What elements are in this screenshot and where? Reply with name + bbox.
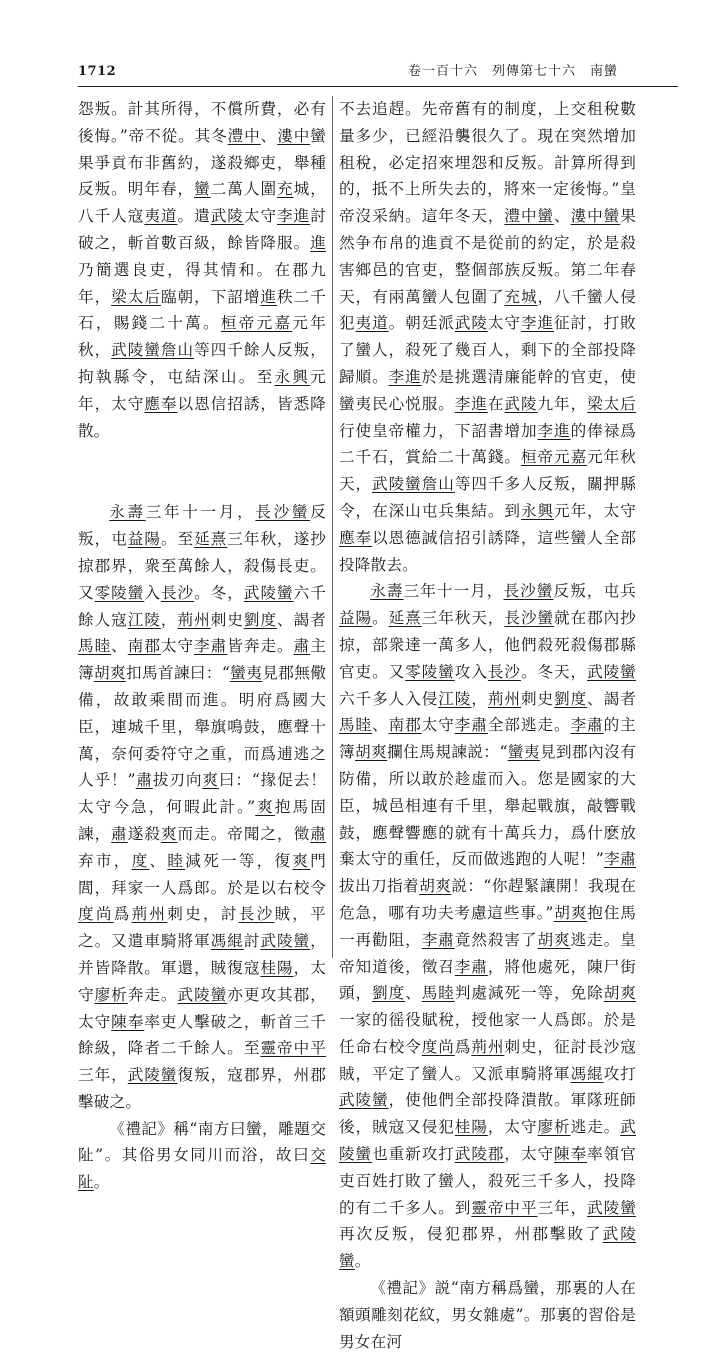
proper-name: 夷道 — [144, 207, 178, 226]
proper-name: 江陵 — [438, 689, 472, 708]
proper-name: 荊州 — [131, 905, 168, 924]
text-run: 的俸禄爲二千石，賞給二十萬錢。 — [339, 421, 636, 467]
text-run: 九年， — [537, 394, 588, 413]
text-run: 主簿 — [78, 637, 327, 683]
text-run: 亦更攻其郡，太守 — [78, 985, 327, 1031]
text-run: 怨叛。計其所得，不償所費，必有後悔。”帝不從。其冬 — [78, 100, 326, 145]
page-header — [78, 62, 678, 82]
translation-paragraph-2 — [339, 578, 636, 1275]
proper-name: 度尚 — [78, 905, 114, 924]
text-run: 討 — [243, 932, 261, 951]
proper-name: 桓帝 — [220, 314, 257, 333]
text-run: ，使他們全部投降潰散。軍隊班師後，賊寇又侵犯 — [339, 1091, 636, 1137]
text-run: 。 — [372, 609, 389, 628]
text-run: ， — [160, 610, 178, 629]
proper-name: 馬睦 — [78, 637, 112, 656]
proper-name: 胡爽 — [553, 903, 588, 922]
proper-name: 武陵蠻 — [243, 583, 294, 602]
proper-name: 梁太后 — [111, 287, 161, 306]
text-run: 、謁者 — [587, 689, 637, 708]
text-run: 元年秋天， — [339, 448, 637, 494]
text-run: 。朝廷派 — [388, 314, 455, 333]
proper-name: 肅 — [310, 824, 326, 843]
text-run: 。遣 — [177, 207, 211, 226]
text-run: 三年， — [537, 1198, 588, 1217]
text-run: ，將他處死，陳尸街頭， — [339, 957, 636, 1003]
translation-text-column — [339, 96, 636, 1355]
proper-name: 長沙 — [487, 662, 521, 681]
text-run: 、 — [405, 984, 422, 1003]
text-run: 判處減死一等，免除 — [454, 984, 604, 1003]
proper-name: 荊州 — [487, 689, 521, 708]
proper-name: 李肅 — [421, 930, 455, 949]
proper-name: 廖析 — [94, 985, 128, 1004]
text-run: 反叛，屯 — [78, 503, 326, 549]
proper-name: 李進 — [537, 421, 571, 440]
proper-name: 胡爽 — [603, 984, 637, 1003]
text-run: 刺史，征討長沙寇賊，平定了蠻人。又派車騎將軍 — [339, 1037, 637, 1083]
text-run: 説：“你趕緊讓開！我現在危急，哪有功夫考慮這些事。” — [339, 877, 636, 922]
proper-name: 長沙蠻 — [504, 609, 555, 628]
proper-name: 李進 — [454, 394, 488, 413]
text-run: 於是挑選清廉能幹的官吏，使蠻夷民心悦服。 — [339, 367, 636, 413]
text-run: 太守 — [421, 716, 455, 735]
text-run: 乃簡選良吏，得其情和。在郡九年， — [78, 260, 326, 306]
text-run: 奔走。 — [127, 985, 178, 1004]
proper-name: 江陵 — [127, 610, 161, 629]
text-run: 行使皇帝權力，下詔書增加 — [339, 421, 538, 440]
proper-name: 李進 — [520, 314, 555, 333]
text-run: 、 — [260, 126, 278, 145]
text-run: 的主簿 — [339, 716, 636, 762]
proper-name: 度 — [131, 851, 150, 870]
proper-name: 睦 — [167, 851, 186, 870]
classical-paragraph-1 — [78, 96, 326, 444]
text-run: 逃走。 — [570, 1118, 621, 1137]
proper-name: 長沙蠻 — [503, 582, 554, 601]
proper-name: 蠻 — [194, 180, 211, 199]
text-run: 全部逃走。 — [487, 716, 571, 735]
proper-name: 桂陽 — [454, 1118, 488, 1137]
proper-name: 武陵蠻 — [127, 1066, 178, 1085]
text-run: 、 — [111, 637, 128, 656]
text-run: 元年，太守 — [554, 501, 637, 520]
text-run: 抱住馬一再勸阻， — [339, 903, 636, 949]
proper-name: 武陵 — [504, 394, 538, 413]
text-run: 賊，平之。又遣車騎將軍 — [78, 905, 326, 951]
text-run: 以恩信招誘，皆悉降散。 — [78, 394, 326, 440]
column-divider — [332, 96, 333, 958]
text-run: 秩二千石，賜錢二十萬。 — [78, 287, 327, 333]
proper-name: 南郡 — [127, 637, 161, 656]
text-run: 爲 — [454, 1037, 472, 1056]
text-run: 。 — [93, 1173, 110, 1192]
text-run: 逃走。皇帝知道後，徵召 — [339, 930, 636, 976]
proper-name: 詹山 — [160, 341, 195, 360]
text-run: 皆奔走。 — [227, 637, 294, 656]
proper-name: 永壽 — [109, 503, 146, 522]
text-run: 三年秋，遂抄掠郡界，衆至萬餘人，殺傷長吏。又 — [78, 530, 326, 602]
text-run: 、 — [149, 851, 168, 870]
proper-name: 永興 — [274, 367, 311, 386]
text-run: 遂殺 — [127, 824, 161, 843]
proper-name: 應奉 — [144, 394, 178, 413]
proper-name: 詹山 — [421, 475, 455, 494]
proper-name: 充城 — [504, 287, 538, 306]
translation-paragraph-1 — [339, 96, 636, 578]
text-run: 等四千餘人反叛，拘執縣令，屯結深山。至 — [78, 341, 326, 386]
proper-name: 元嘉 — [256, 314, 293, 333]
text-run: 。冬， — [194, 583, 244, 602]
text-run: ，太守 — [504, 1145, 555, 1164]
proper-name: 武陵蠻 — [339, 1118, 637, 1164]
proper-name: 夷道 — [355, 314, 389, 333]
proper-name: 荊州 — [471, 1037, 505, 1056]
text-run: 攻入 — [454, 662, 488, 681]
text-run: 三年十一月， — [403, 582, 504, 601]
proper-name: 肅 — [135, 771, 153, 790]
text-run: 《禮記》説“南方稱爲蠻，那裏的人在額頭雕刻花紋，男女雜處”。那裏的習俗是男女在河 — [339, 1279, 636, 1351]
text-run: 拔出刀指着 — [339, 877, 420, 896]
text-run: 、 — [372, 716, 389, 735]
text-run: 不去追趕。先帝舊有的制度，上交租稅數量多少，已經沿襲很久了。現在突然增加租稅，必定招來埋怨和反叛。計算所得到的，抵不上所失去的，將來一定後悔。”皇帝沒采納。這年冬天， — [339, 100, 636, 226]
proper-name: 進 — [310, 233, 326, 252]
text-run: ，太守 — [487, 1118, 538, 1137]
paragraph-gap — [78, 444, 326, 499]
proper-name: 漊中蠻 — [570, 207, 621, 226]
proper-name: 梁太后 — [587, 394, 637, 413]
proper-name: 桂陽 — [260, 958, 294, 977]
text-run: 元年秋， — [78, 314, 327, 360]
proper-name: 武陵蠻 — [111, 341, 161, 360]
proper-name: 延熹 — [194, 530, 228, 549]
text-run: 拔刃向 — [152, 771, 203, 790]
proper-name: 武陵蠻 — [587, 662, 636, 681]
text-run: 在 — [487, 394, 505, 413]
proper-name: 劉度 — [554, 689, 588, 708]
proper-name: 李肅 — [194, 637, 228, 656]
text-run: 率吏人擊破之，斬首三千餘級，降者二千餘人。至 — [78, 1012, 326, 1058]
text-run: 元年，太守 — [78, 367, 327, 413]
proper-name: 長沙蠻 — [255, 503, 311, 522]
proper-name: 漊中 — [277, 126, 311, 145]
text-run: 城，八千人寇 — [78, 180, 327, 226]
text-run: 二萬人圍 — [210, 180, 278, 199]
translation-paragraph-3 — [339, 1275, 636, 1355]
proper-name: 武陵蠻 — [260, 932, 311, 951]
proper-name: 永興 — [520, 501, 555, 520]
text-run: 扣馬首諫曰：“ — [125, 664, 231, 683]
header-rule — [78, 86, 678, 87]
proper-name: 武陵蠻 — [339, 1091, 389, 1110]
proper-name: 劉度 — [372, 984, 406, 1003]
proper-name: 胡爽 — [419, 877, 452, 896]
proper-name: 胡爽 — [355, 743, 388, 762]
text-run: 曰：“掾促去！太守今急，何暇此計。” — [78, 771, 327, 817]
text-run: ，并皆降散。軍還，賊復寇 — [78, 932, 326, 977]
text-run: 等四千多人反叛，關押縣令，在深山屯兵集結。到 — [339, 475, 637, 520]
proper-name: 武陵郡 — [454, 1145, 505, 1164]
text-run: ， — [471, 689, 488, 708]
text-run: 一家的徭役賦稅，授他家一人爲郎。於是任命右校令 — [339, 1011, 636, 1056]
text-run: 竟然殺害了 — [454, 930, 538, 949]
proper-name: 胡爽 — [537, 930, 571, 949]
text-run: 弃市， — [78, 851, 132, 870]
classical-paragraph-2 — [78, 499, 326, 1115]
proper-name: 爽 — [202, 771, 219, 790]
proper-name: 益陽 — [127, 530, 161, 549]
text-run: 《禮記》稱“南方曰蠻，雕題交阯”。其俗男女同川而浴，故曰 — [78, 1119, 326, 1165]
text-run: 三年， — [78, 1066, 128, 1085]
proper-name: 劉度 — [243, 610, 278, 629]
classical-paragraph-3 — [78, 1116, 326, 1196]
proper-name: 李肅 — [454, 716, 488, 735]
proper-name: 元嘉 — [554, 448, 588, 467]
proper-name: 馮緄 — [210, 932, 244, 951]
proper-name: 陳奉 — [554, 1145, 588, 1164]
proper-name: 李進 — [388, 367, 422, 386]
proper-name: 李進 — [277, 207, 311, 226]
proper-name: 爽 — [160, 824, 178, 843]
proper-name: 李肅 — [570, 716, 604, 735]
proper-name: 武陵蠻 — [372, 475, 422, 494]
text-run: 果然争布帛的進貢不是從前的約定，於是殺害鄉邑的官吏，整個部族反叛。第二年春天，有兩萬蠻人包圍了 — [339, 207, 636, 306]
proper-name: 武陵蠻 — [177, 985, 228, 1004]
text-run: 刺史 — [210, 610, 244, 629]
proper-name: 胡爽 — [94, 664, 126, 683]
text-run: 反叛，屯兵 — [553, 582, 636, 601]
page-number: 1712 — [78, 64, 117, 79]
proper-name: 陳奉 — [111, 1012, 145, 1031]
proper-name: 益陽 — [339, 609, 373, 628]
text-run: 臨朝，下詔增 — [160, 287, 261, 306]
proper-name: 永壽 — [370, 582, 404, 601]
text-run: 入 — [144, 583, 161, 602]
proper-name: 南郡 — [388, 716, 422, 735]
classical-text-column — [78, 96, 326, 1196]
text-run: 、 — [554, 207, 571, 226]
proper-name: 蠻夷 — [507, 743, 540, 762]
proper-name: 馬睦 — [421, 984, 455, 1003]
text-run: 爲 — [113, 905, 132, 924]
text-run: 見郡無儆備，故敢乘間而進。明府爲國大臣，連城千里，舉旗鳴鼓，應聲十萬，奈何委符守之重，而爲逋逃之人乎！” — [78, 664, 327, 790]
proper-name: 靈帝 — [260, 1039, 294, 1058]
text-run: 見到郡內沒有防備，所以敢於趁虛而入。您是國家的大臣，城邑相連有千里，舉起戰旗，敲響戰鼓，應聲響應的就有十萬兵力，爲什麽放棄太守的重任，反而做逃跑的人呢！” — [339, 743, 636, 869]
text-run: 太守 — [243, 207, 278, 226]
text-run: 也重新攻打 — [372, 1145, 455, 1164]
proper-name: 長沙 — [160, 583, 195, 602]
running-title: 卷一百十六 列傳第七十六 南蠻 — [407, 64, 618, 79]
text-run: 六千餘人寇 — [78, 583, 326, 629]
text-run: 刺史 — [520, 689, 555, 708]
text-run: 、謁者 — [277, 610, 326, 629]
text-run: 。冬天， — [520, 662, 588, 681]
proper-name: 交阯 — [78, 1146, 326, 1192]
proper-name: 應奉 — [339, 528, 373, 547]
text-run: 以恩德誠信招引誘降，這些蠻人全部投降散去。 — [339, 528, 637, 574]
text-run: 三年十一月， — [145, 503, 256, 522]
proper-name: 廖析 — [537, 1118, 571, 1137]
proper-name: 度尚 — [421, 1037, 455, 1056]
text-run: 刺史，討 — [167, 905, 239, 924]
text-run: 三年秋天， — [421, 609, 505, 628]
text-run: 就在郡內抄掠，部衆達一萬多人，他們殺死殺傷郡縣官吏。又 — [339, 609, 636, 681]
proper-name: 武陵蠻 — [339, 1225, 636, 1271]
proper-name: 武陵 — [210, 207, 244, 226]
text-run: ，八千蠻人侵犯 — [339, 287, 636, 333]
proper-name: 李肅 — [454, 957, 488, 976]
text-run: 六千多人入侵 — [339, 689, 439, 708]
proper-name: 爽 — [255, 798, 275, 817]
proper-name: 澧中 — [227, 126, 261, 145]
text-run: 征討，打敗了蠻人，殺死了幾百人，剩下的全部投降歸順。 — [339, 314, 636, 386]
text-run: ，太守 — [78, 958, 326, 1004]
proper-name: 中平 — [504, 1198, 538, 1217]
proper-name: 澧中蠻 — [504, 207, 555, 226]
text-run: 攻打 — [603, 1064, 636, 1083]
proper-name: 充 — [277, 180, 294, 199]
proper-name: 馬睦 — [339, 716, 373, 735]
proper-name: 進 — [260, 287, 278, 306]
proper-name: 馮緄 — [570, 1064, 604, 1083]
proper-name: 零陵蠻 — [94, 583, 145, 602]
text-run: 蠻果爭貢布非舊約，遂殺鄉吏，舉種反叛。明年春， — [78, 126, 326, 199]
proper-name: 李肅 — [603, 850, 636, 869]
proper-name: 延熹 — [388, 609, 422, 628]
proper-name: 蠻夷 — [230, 664, 263, 683]
text-run: 。 — [354, 1252, 371, 1271]
proper-name: 桓帝 — [520, 448, 555, 467]
text-run: 減死一等，復 — [185, 851, 293, 870]
text-run: 。至 — [160, 530, 195, 549]
text-run: 討破之，斬首數百級，餘皆降服。 — [78, 207, 326, 252]
text-run: 再次反叛，侵犯郡界，州郡擊敗了 — [339, 1225, 603, 1244]
proper-name: 荊州 — [177, 610, 211, 629]
proper-name: 中平 — [293, 1039, 326, 1058]
proper-name: 零陵蠻 — [405, 662, 455, 681]
text-run: 門閭，拜家一人爲郎。於是以右校令 — [78, 851, 327, 897]
text-run: 太守 — [487, 314, 521, 333]
proper-name: 爽 — [292, 851, 311, 870]
proper-name: 長沙 — [238, 905, 275, 924]
proper-name: 武陵蠻 — [587, 1198, 637, 1217]
proper-name: 肅 — [111, 824, 128, 843]
text-run: 太守 — [160, 637, 195, 656]
text-run: 率領官吏百姓打敗了蠻人，殺死三千多人，投降的有二千多人。到 — [339, 1145, 636, 1217]
text-run: 復叛，寇郡界，州郡擊破之。 — [78, 1066, 326, 1111]
text-run: 攔住馬規諫説：“ — [387, 743, 508, 762]
proper-name: 肅 — [293, 637, 311, 656]
text-run: 抱馬固諫， — [78, 798, 327, 843]
proper-name: 武陵 — [454, 314, 488, 333]
text-run: 而走。帝聞之，徵 — [177, 824, 311, 843]
proper-name: 靈帝 — [471, 1198, 505, 1217]
